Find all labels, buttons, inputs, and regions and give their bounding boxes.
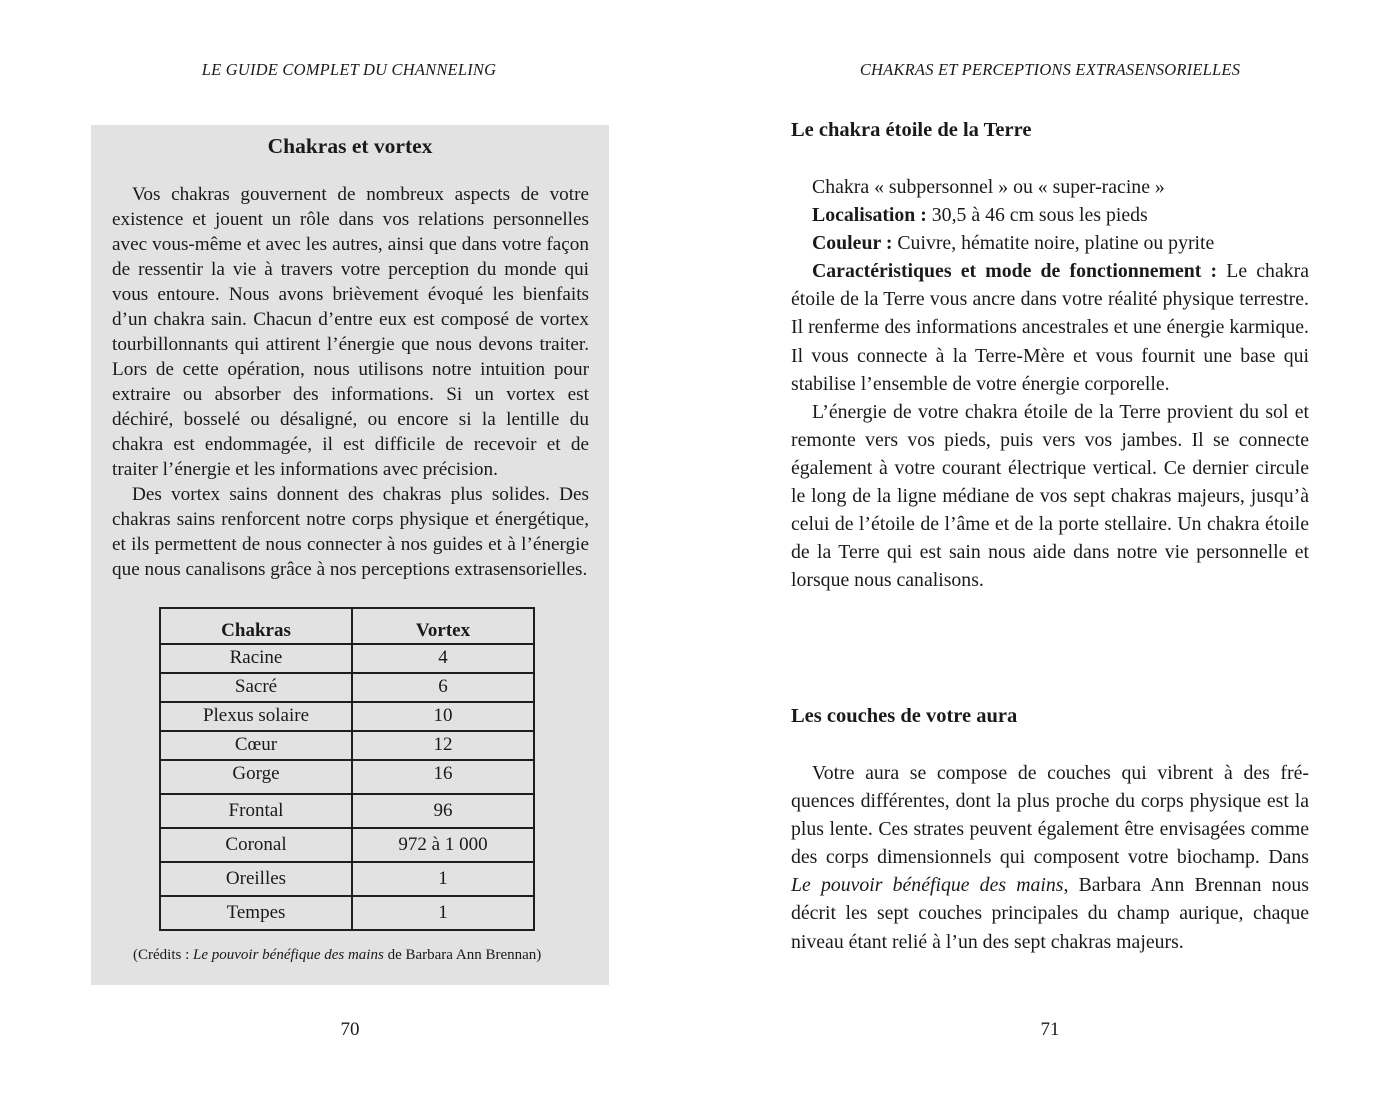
- energy-paragraph: L’énergie de votre chakra étoile de la Terre provient du sol et remonte vers vos pieds, puis vers vos jambes. Il se connecte également à votre courant électrique vertical. Ce dernier circule le long de la ligne médiane de vos sept chakras majeurs, jusqu’à celui de l’étoile de l’âme et de la porte stellaire. Un chakra étoile de la Terre qui est sain nous aide dans notre vie personnelle et lorsque nous canalisons.: [791, 400, 1309, 592]
- chakra-vortex-table: [159, 607, 535, 931]
- chakra-name: Gorge: [160, 760, 352, 794]
- color-line: [791, 229, 1309, 257]
- chakra-subtitle: Chakra « subpersonnel » ou « super-racine »: [812, 176, 1165, 198]
- color-label: Couleur :: [812, 232, 893, 255]
- table-header-row: [160, 608, 534, 644]
- chakra-name: Cœur: [160, 731, 352, 760]
- aura-layers-body: [791, 759, 1309, 956]
- chakra-name: Plexus solaire: [160, 702, 352, 731]
- traits-paragraph: [791, 257, 1309, 397]
- aura-text-after: , Barbara Ann Brennan nous décrit les sept couches principales du champ aurique, chaque niveau étant relié à l’un des sept chakras majeurs.: [791, 874, 1309, 953]
- running-head-right: CHAKRAS ET PERCEPTIONS EXTRASENSORIELLES: [859, 60, 1241, 79]
- vortex-count: 6: [352, 673, 534, 702]
- table-row: [160, 896, 534, 930]
- right-page: [700, 0, 1400, 1115]
- page-number-left: 70: [340, 1019, 360, 1040]
- box-title: Chakras et vortex: [267, 134, 433, 158]
- header-vortex: Vortex: [352, 608, 534, 644]
- location-value: 30,5 à 46 cm sous les pieds: [926, 204, 1148, 227]
- chakra-name: Sacré: [160, 673, 352, 702]
- table-row: [160, 644, 534, 673]
- table-row: [160, 731, 534, 760]
- location-line: [791, 201, 1309, 229]
- sidebar-box: [91, 125, 609, 985]
- credits-book-title: Le pouvoir bénéfique des mains: [193, 947, 384, 963]
- vortex-count: 96: [352, 794, 534, 828]
- location-label: Localisation :: [812, 204, 927, 227]
- table-row: [160, 702, 534, 731]
- aura-text-before: Votre aura se compose de couches qui vibrent à des fréquences différentes, dont la plus proche du corps physique est la plus lente. Ces strates peuvent également être envisagées comme des corps dimensionnels qui composent votre biochamp. Dans: [791, 762, 1309, 869]
- credits-suffix: de Barbara Ann Brennan): [383, 947, 542, 963]
- color-value: Cuivre, hématite noire, platine ou pyrite: [892, 232, 1215, 255]
- table-row: [160, 673, 534, 702]
- running-head-left: LE GUIDE COMPLET DU CHANNELING: [201, 60, 497, 79]
- table-row: [160, 794, 534, 828]
- box-paragraph-1: Vos chakras gouvernent de nombreux aspects de votre existence et jouent un rôle dans vos relations personnelles avec vous-même et avec les autres, ainsi que dans votre façon de ressentir la vie à travers votre perception du monde qui vous entoure. Nous avons brièvement évoqué les bienfaits d’un chakra sain. Chacun d’entre eux est composé de vortex tourbillonnants qui attirent l’énergie que nous devons traiter. Lors de cette opération, nous utilisons notre intuition pour extraire ou absorber des informations. Si un vortex est déchiré, bosselé ou désaligné, ou encore si la lentille du chakra est endommagée, il est difficile de recevoir et de traiter l’énergie et les informations avec précision.: [112, 184, 589, 480]
- aura-paragraph: [791, 759, 1309, 956]
- chakra-name: Racine: [160, 644, 352, 673]
- section-heading-aura-layers: Les couches de votre aura: [791, 705, 1018, 727]
- table-row: [160, 760, 534, 794]
- vortex-count: 12: [352, 731, 534, 760]
- traits-text: Le chakra étoile de la Terre vous ancre dans votre réalité physique terrestre. Il renferme des informations ancestrales et une énergie karmique. Il vous connecte à la Terre-Mère et vous fournit une base qui stabilise l’ensemble de votre énergie corporelle.: [791, 260, 1309, 395]
- earth-star-body: [791, 173, 1309, 594]
- vortex-count: 1: [352, 896, 534, 930]
- chakra-name: Oreilles: [160, 862, 352, 896]
- chakra-name: Coronal: [160, 828, 352, 862]
- traits-label: Caractéristiques et mode de fonctionnement :: [812, 260, 1218, 283]
- table-credits: [133, 947, 593, 964]
- header-chakras: Chakras: [160, 608, 352, 644]
- box-paragraph-2: Des vortex sains donnent des chakras plus solides. Des chakras sains renforcent notre corps physique et énergétique, et ils permettent de nous connecter à nos guides et à l’énergie que nous canalisons grâce à nos perceptions extrasensorielles.: [112, 484, 589, 580]
- chakra-name: Frontal: [160, 794, 352, 828]
- box-body: [112, 182, 589, 582]
- vortex-count: 4: [352, 644, 534, 673]
- table-row: [160, 828, 534, 862]
- vortex-count: 1: [352, 862, 534, 896]
- page-number-right: 71: [1040, 1019, 1060, 1040]
- credits-prefix: (Crédits :: [133, 947, 193, 963]
- chakra-name: Tempes: [160, 896, 352, 930]
- vortex-count: 10: [352, 702, 534, 731]
- aura-book-title: Le pouvoir bénéfique des mains: [791, 874, 1064, 897]
- vortex-count: 16: [352, 760, 534, 794]
- vortex-count: 972 à 1 000: [352, 828, 534, 862]
- section-heading-earth-star: Le chakra étoile de la Terre: [791, 119, 1032, 141]
- table-row: [160, 862, 534, 896]
